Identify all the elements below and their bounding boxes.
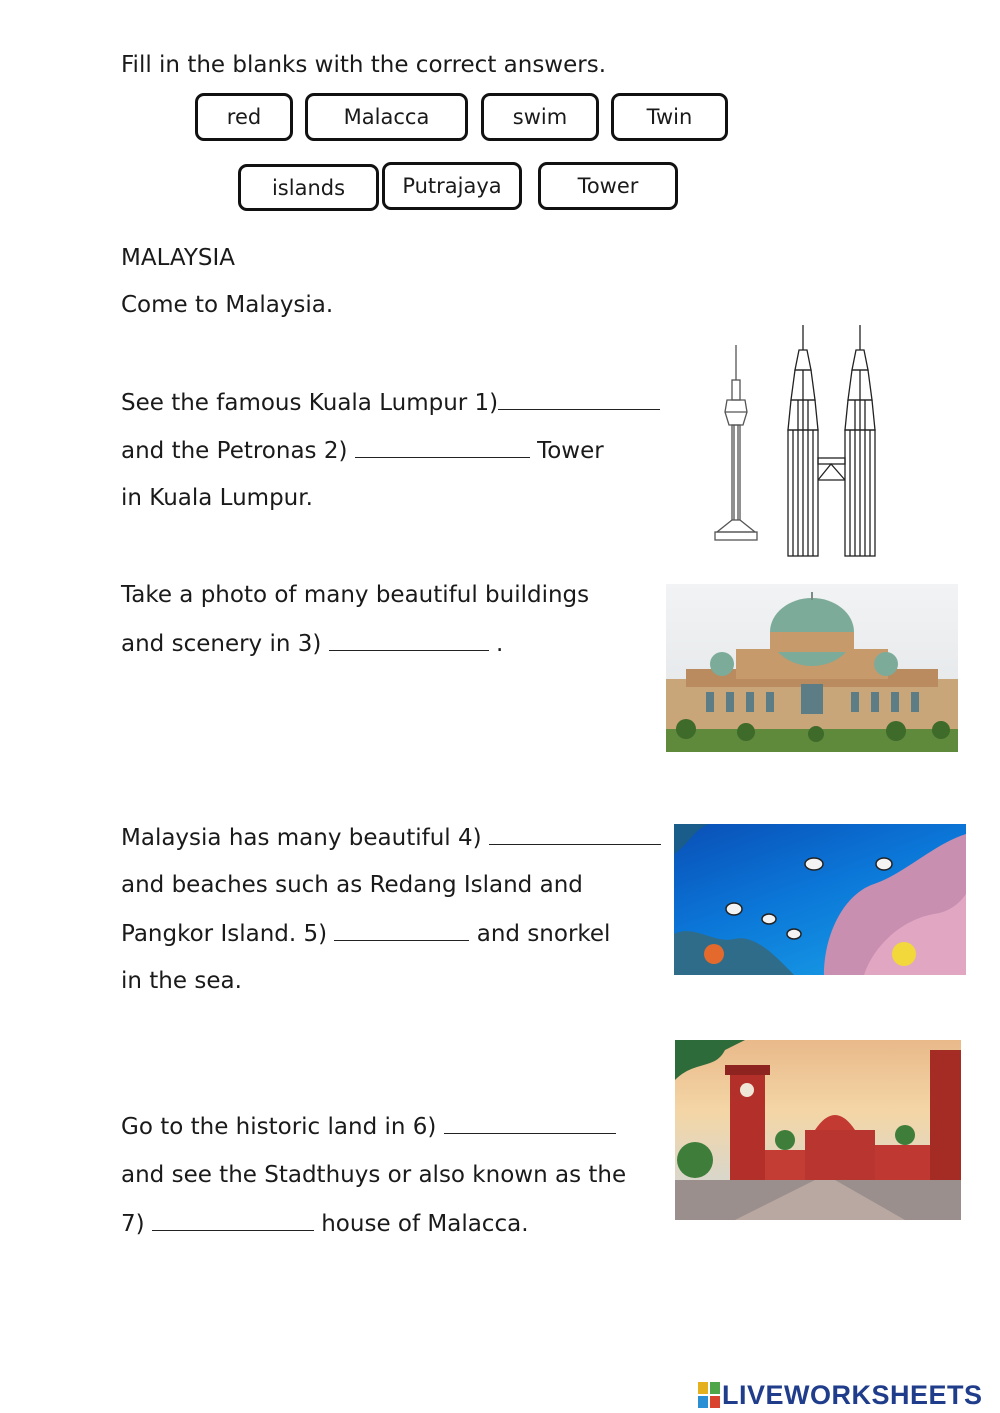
word-option-malacca[interactable]: Malacca [305, 93, 468, 141]
question-3-line [121, 628, 503, 659]
kl-towers-illustration [705, 320, 895, 560]
question-3-text: and scenery in 3) [121, 631, 329, 657]
answer-blank-6[interactable] [444, 1111, 616, 1134]
word-option-twin[interactable]: Twin [611, 93, 728, 141]
intro-text: Come to Malaysia. [121, 292, 334, 318]
logo-text: LIVEWORKSHEETS [722, 1379, 983, 1410]
question-1-text: See the famous Kuala Lumpur 1) [121, 390, 499, 416]
liveworksheets-logo [698, 1380, 983, 1410]
answer-blank-1[interactable] [498, 387, 660, 410]
question-7-text: 7) [121, 1211, 152, 1237]
question-2-line-2: in Kuala Lumpur. [121, 485, 313, 511]
answer-blank-2[interactable] [355, 435, 530, 458]
question-6-text: Go to the historic land in 6) [121, 1114, 444, 1140]
answer-blank-5[interactable] [334, 918, 469, 941]
word-option-swim[interactable]: swim [481, 93, 599, 141]
question-5-line-2: in the sea. [121, 968, 242, 994]
question-3-line-1: Take a photo of many beautiful buildings [121, 582, 590, 608]
liveworksheets-icon [698, 1382, 720, 1408]
question-2-text: and the Petronas 2) [121, 438, 355, 464]
question-6-line-2: and see the Stadthuys or also known as the [121, 1162, 627, 1188]
question-5-text: Pangkor Island. 5) [121, 921, 335, 947]
page-title: MALAYSIA [121, 245, 236, 271]
malacca-photo [675, 1040, 961, 1220]
question-2-suffix: Tower [529, 438, 604, 464]
question-1-line [121, 387, 660, 418]
question-7-suffix: house of Malacca. [313, 1211, 529, 1237]
question-5-line [121, 918, 610, 949]
question-3-suffix: . [488, 631, 504, 657]
question-2-line [121, 435, 604, 466]
putrajaya-photo [666, 584, 958, 752]
word-option-red[interactable]: red [195, 93, 293, 141]
coral-reef-photo [674, 824, 966, 975]
question-4-line-2: and beaches such as Redang Island and [121, 872, 583, 898]
question-6-line [121, 1111, 616, 1142]
word-option-islands[interactable]: islands [238, 164, 379, 211]
word-option-putrajaya[interactable]: Putrajaya [382, 162, 522, 210]
word-option-tower[interactable]: Tower [538, 162, 678, 210]
answer-blank-4[interactable] [489, 822, 661, 845]
question-7-line [121, 1208, 529, 1239]
answer-blank-7[interactable] [152, 1208, 314, 1231]
question-5-suffix: and snorkel [469, 921, 611, 947]
question-4-line [121, 822, 661, 853]
answer-blank-3[interactable] [329, 628, 489, 651]
instruction-text: Fill in the blanks with the correct answers. [121, 52, 607, 78]
question-4-text: Malaysia has many beautiful 4) [121, 825, 489, 851]
